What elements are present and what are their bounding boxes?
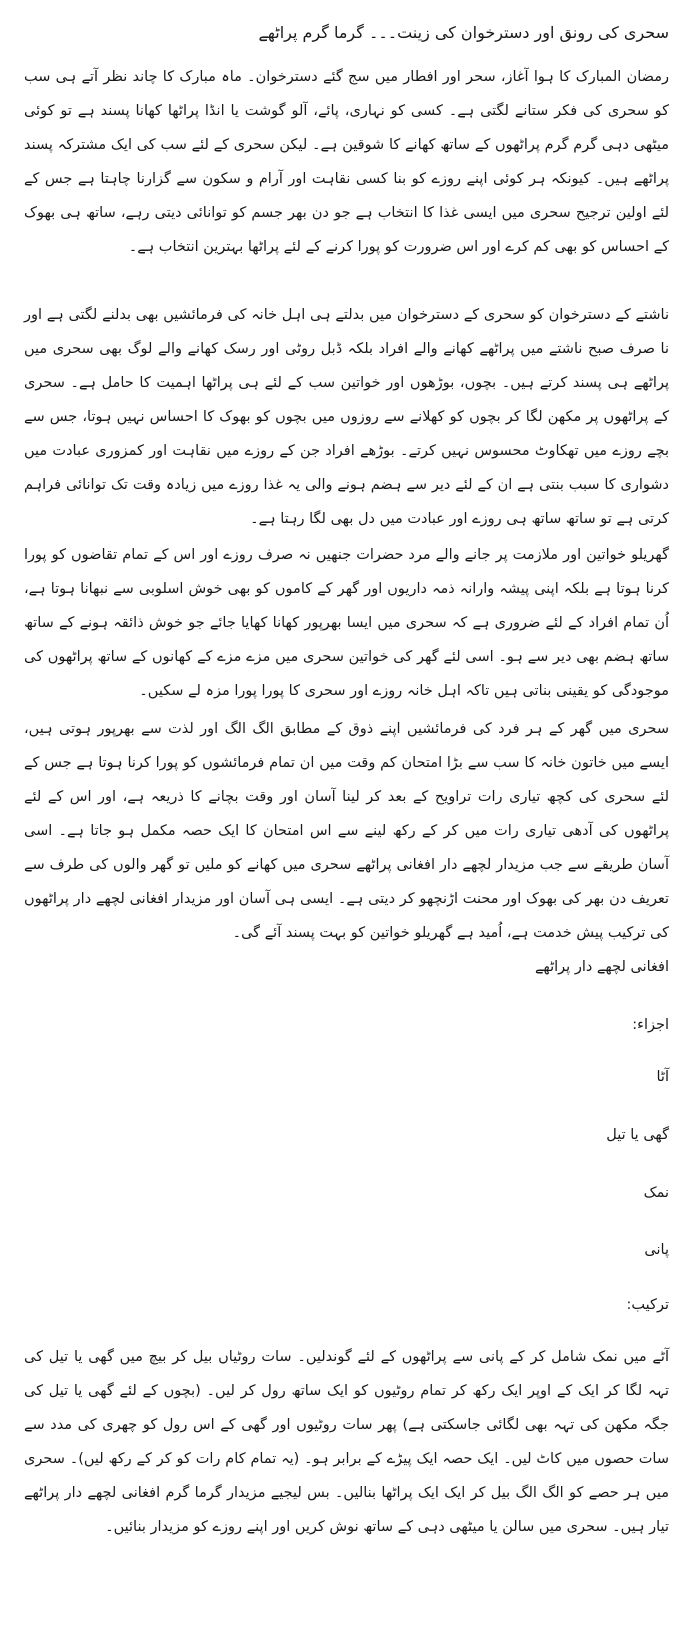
article-paragraph-2: ناشتے کے دسترخوان کو سحری کے دسترخوان میں بدلتے ہی اہل خانہ کی فرمائشیں بھی بدلنے لگتی ہے اور نا صرف صبح ناشتے میں پراٹھے کھانے والے افراد بلکہ ڈبل روٹی اور رسک کھانے والے لوگ بھی سحری میں پراٹھے ہی پسند کرتے ہیں۔ بچوں، بوڑھوں اور خواتین سب کے لئے ہی پراٹھا اہمیت کا حامل ہے۔ سحری کے پراٹھوں پر مکھن لگا کر بچوں کو کھلانے سے روزوں میں بچوں کو بھوک کا احساس نہیں ہوتا، جس سے بچے روزے میں تھکاوٹ محسوس نہیں کرتے۔ بوڑھے افراد جن کے روزے میں نقاہت اور کمزوری عبادت میں دشواری کا سبب بنتی ہے ان کے لئے دیر سے ہضم ہونے والی یہ غذا روزے میں زیادہ وقت تک توانائی فراہم کرتی ہے تو ساتھ ساتھ ہی روزے اور عبادت میں دل بھی لگا رہتا ہے۔: [24, 307, 669, 527]
ingredient-item: گھی یا تیل: [606, 1127, 669, 1143]
ingredient-item: آٹا: [656, 1069, 669, 1085]
article-paragraph-4: سحری میں گھر کے ہر فرد کی فرمائشیں اپنے ذوق کے مطابق الگ الگ اور لذت سے بھرپور ہوتی ہیں، ایسے میں خاتون خانہ کا سب سے بڑا امتحان کم وقت میں ان تمام فرمائشوں کو پورا کرنا ہوتا ہے جس کے لئے سحری کی کچھ تیاری رات تراویح کے بعد کر لینا آسان اور وقت بچانے کا ذریعہ ہے، اور اس کے لئے پراٹھوں کی آدھی تیاری رات میں کر کے رکھ لینے سے اس امتحان کا ایک حصہ مکمل ہو جاتا ہے۔ اسی آسان طریقے سے جب مزیدار لچھے دار افغانی پراٹھے سحری میں کھانے کو ملیں تو گھر والوں کی طرف سے تعریف دن بھر کی بھوک اور محنت اڑنچھو کر دیتی ہے۔ ایسی ہی آسان اور مزیدار افغانی لچھے دار پراٹھوں کی ترکیب پیش خدمت ہے، اُمید ہے گھریلو خواتین کو بہت پسند آئے گی۔: [24, 721, 669, 941]
article-title: سحری کی رونق اور دسترخوان کی زینت۔۔۔ گرما گرم پراٹھے: [258, 23, 669, 42]
ingredient-item: نمک: [643, 1185, 669, 1201]
recipe-name: افغانی لچھے دار پراٹھے: [534, 959, 669, 975]
method-paragraph: آٹے میں نمک شامل کر کے پانی سے پراٹھوں کے لئے گوندلیں۔ سات روٹیاں بیل کر بیچ میں گھی یا تیل کی تہہ لگا کر ایک کے اوپر ایک رکھ کر تمام روٹیوں کو ایک ساتھ رول کر لیں۔ (بچوں کے لئے گھی یا تیل کی جگہ مکھن کی تہہ بھی لگائی جاسکتی ہے) پھر سات روٹیوں اور گھی کے اس رول کو چھری کی مدد سے سات حصوں میں کاٹ لیں۔ ایک حصہ ایک پیڑے کے برابر ہو۔ (یہ تمام کام رات کو کر کے رکھ لیں)۔ سحری میں ہر حصے کو الگ الگ بیل کر ایک ایک پراٹھا بنالیں۔ بس لیجیے مزیدار گرما گرم افغانی لچھے دار پراٹھے تیار ہیں۔ سحری میں سالن یا میٹھی دہی کے ساتھ نوش کریں اور اپنے روزے کو مزیدار بنائیں۔: [24, 1349, 669, 1535]
ingredients-heading: اجزاء:: [632, 1017, 669, 1033]
ingredient-item: پانی: [644, 1242, 669, 1258]
article-paragraph-1: رمضان المبارک کا ہوا آغاز، سحر اور افطار میں سج گئے دسترخوان۔ ماہ مبارک کا چاند نظر آتے ہی سب کو سحری کی فکر ستانے لگتی ہے۔ کسی کو نہاری، پائے، آلو گوشت یا انڈا پراٹھا کھانا پسند ہے تو کوئی میٹھی دہی گرم گرم پراٹھوں کے ساتھ کھانے کا شوقین ہے۔ لیکن سحری کے لئے سب کی ایک مشترکہ پسند پراٹھے ہیں۔ کیونکہ ہر کوئی اپنے روزے کو بنا کسی نقاہت اور آرام و سکون سے گزارنا چاہتا ہے جس کے لئے اولین ترجیح سحری میں ایسی غذا کا انتخاب ہے جو دن بھر جسم کو توانائی دیتی رہے، ساتھ ہی بھوک کے احساس کو بھی کم کرے اور اس ضرورت کو پورا کرنے کے لئے پراٹھا بہترین انتخاب ہے۔: [24, 69, 669, 255]
article-paragraph-3: گھریلو خواتین اور ملازمت پر جانے والے مرد حضرات جنھیں نہ صرف روزے اور اس کے تمام تقاضوں کو پورا کرنا ہوتا ہے بلکہ اپنی پیشہ وارانہ ذمہ داریوں اور گھر کے کاموں کو بھی خوش اسلوبی سے نبھانا ہوتا ہے، اُن تمام افراد کے لئے ضروری ہے کہ سحری میں ایسا بھرپور کھانا کھایا جائے جو خوش ذائقہ ہونے کے ساتھ ساتھ ہضم بھی دیر سے ہو۔ اسی لئے گھر کی خواتین سحری میں مزے مزے کے کھانوں کے ساتھ پراٹھوں کی موجودگی کو یقینی بناتی ہیں تاکہ اہل خانہ روزے اور سحری کا پورا پورا مزہ لے سکیں۔: [24, 547, 669, 699]
method-heading: ترکیب:: [626, 1297, 669, 1313]
